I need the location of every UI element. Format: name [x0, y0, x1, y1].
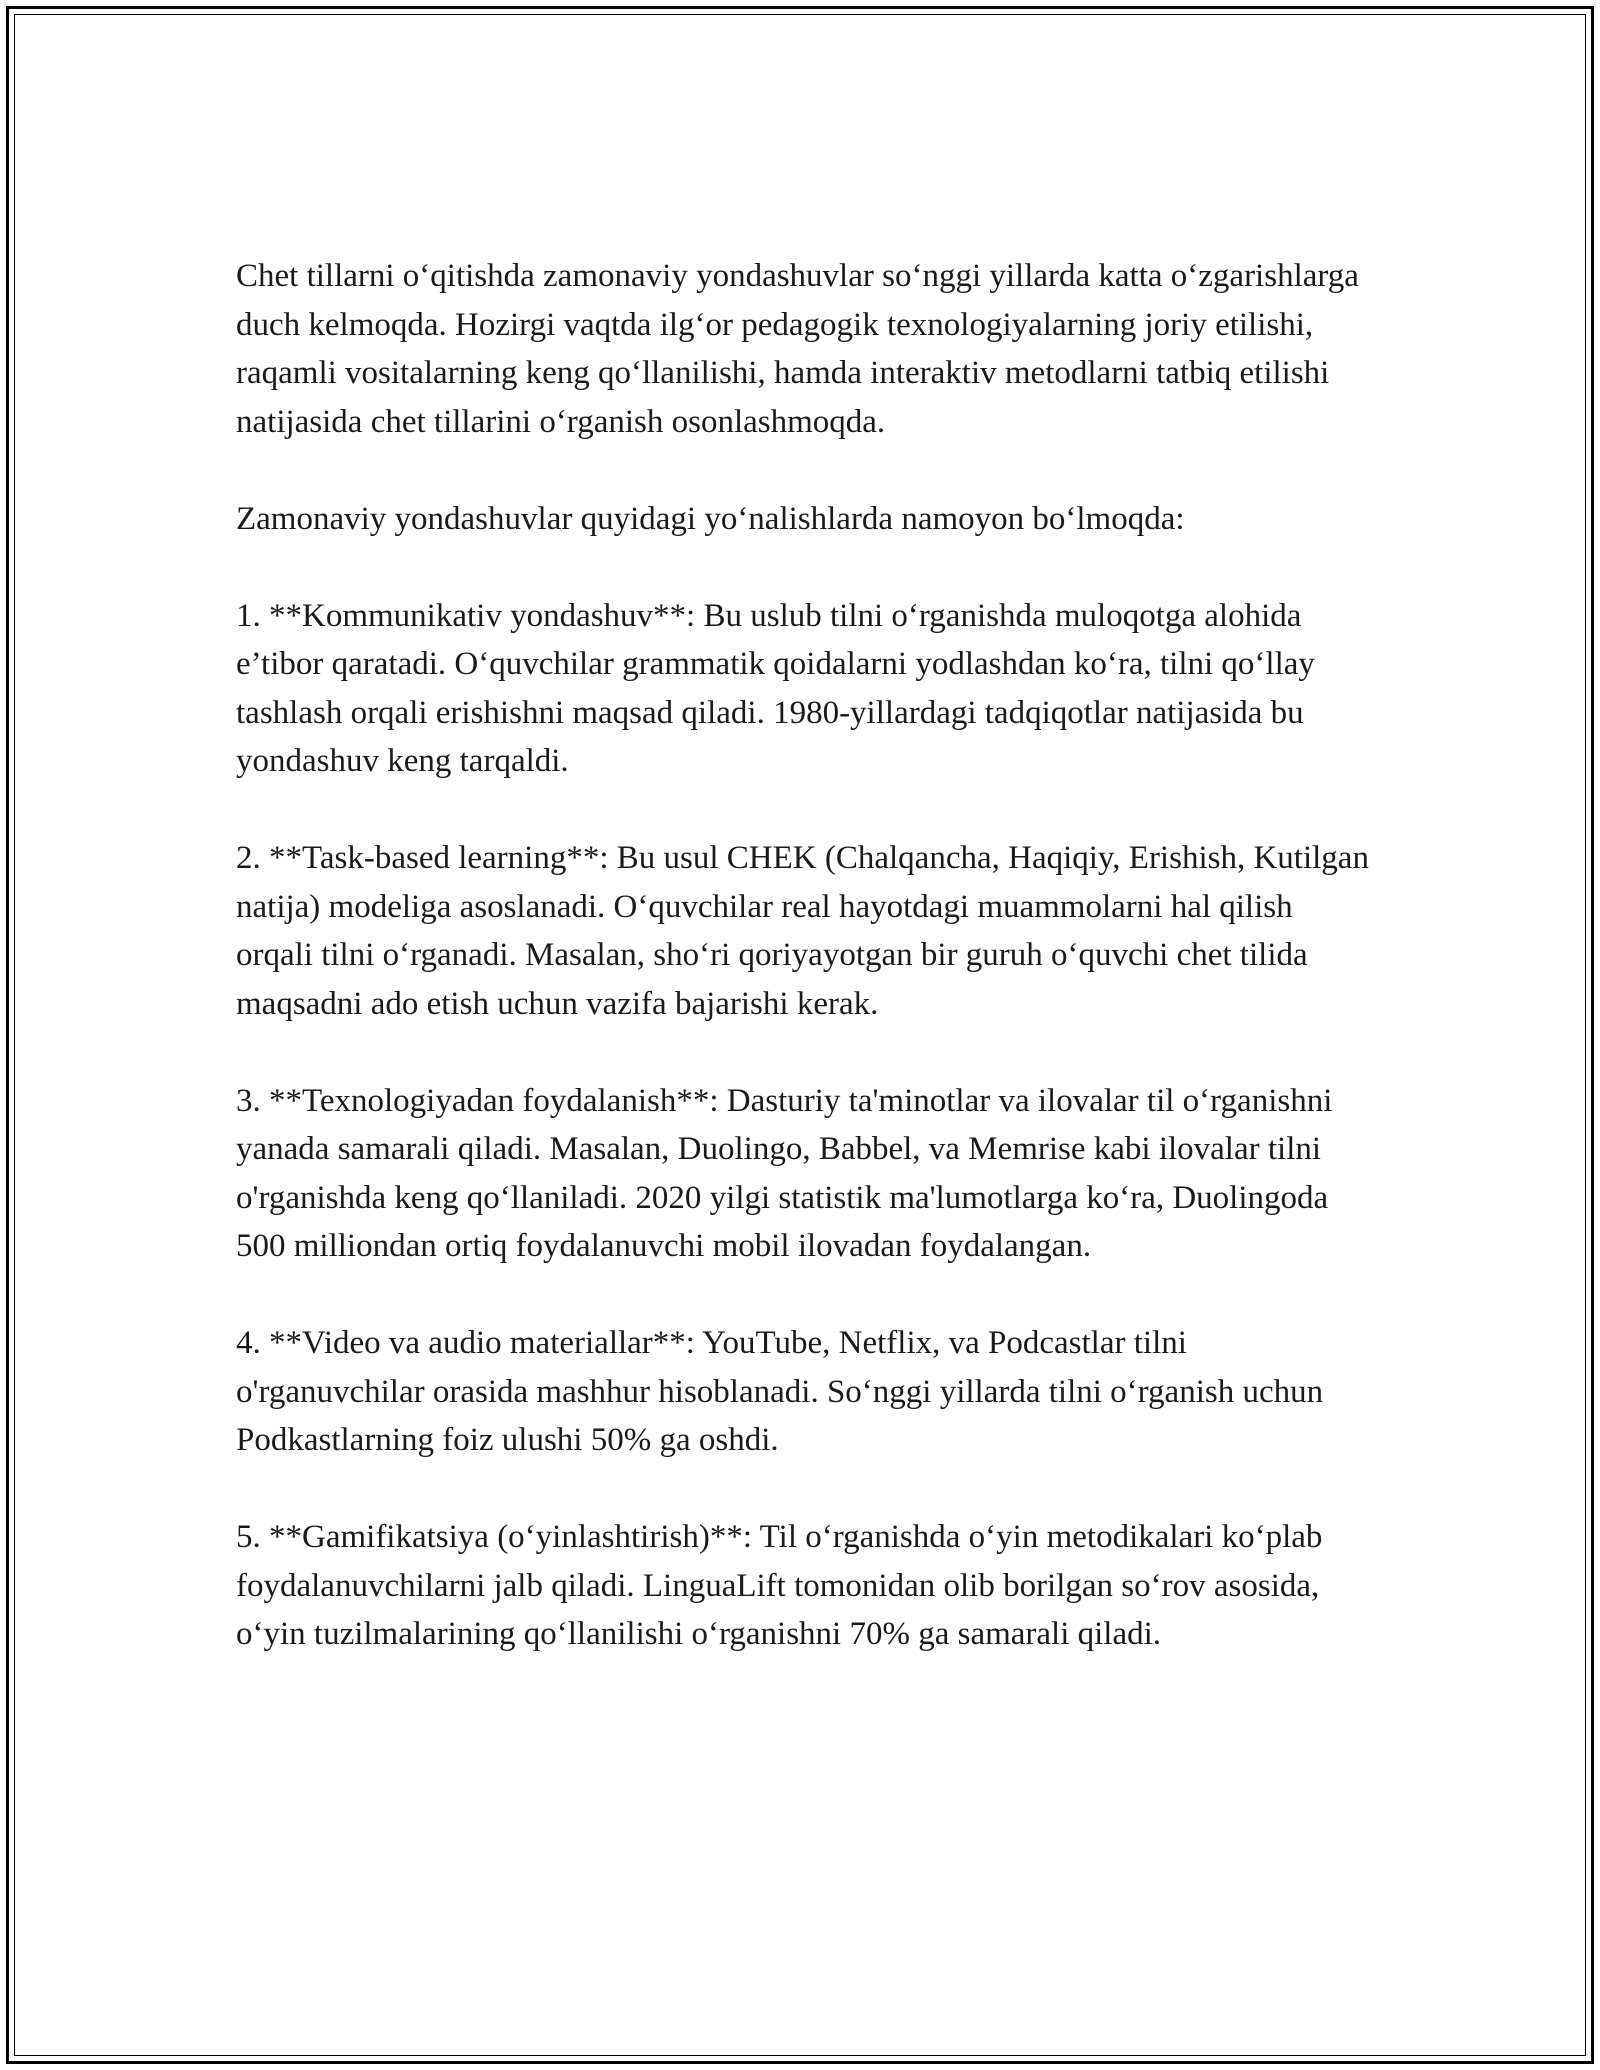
- list-intro-paragraph: Zamonaviy yondashuvlar quyidagi yo‘nalishlarda namoyon bo‘lmoqda:: [236, 500, 1185, 537]
- list-item-technology: 3. **Texnologiyadan foydalanish**: Dasturiy ta'minotlar va ilovalar til o‘rganishni yanada samarali qiladi. Masalan, Duolingo, Babbel, va Memrise kabi ilovalar tilni o'rganishda keng qo‘llaniladi. 2020 yilgi statistik ma'lumotlarga ko‘ra, Duolingoda 500 milliondan ortiq foydalanuvchi mobil ilovadan foydalangan.: [236, 1082, 1333, 1264]
- list-item-video-audio: 4. **Video va audio materiallar**: YouTube, Netflix, va Podcastlar tilni o'rganuvchilar orasida mashhur hisoblanadi. So‘nggi yillarda tilni o‘rganish uchun Podkastlarning foiz ulushi 50% ga oshdi.: [236, 1325, 1324, 1458]
- list-item-task-based: 2. **Task-based learning**: Bu usul CHEK (Chalqancha, Haqiqiy, Erishish, Kutilgan natija) modeliga asoslanadi. O‘quvchilar real hayotdagi muammolarni hal qilish orqali tilni o‘rganadi. Masalan, sho‘ri qoriyayotgan bir guruh o‘quvchi chet tilida maqsadni ado etish uchun vazifa bajarishi kerak.: [236, 840, 1369, 1022]
- list-item-gamification: 5. **Gamifikatsiya (o‘yinlashtirish)**: Til o‘rganishda o‘yin metodikalari ko‘plab foydalanuvchilarni jalb qiladi. LinguaLift tomonidan olib borilgan so‘rov asosida, o‘yin tuzilmalarining qo‘llanilishi o‘rganishni 70% ga samarali qiladi.: [236, 1519, 1323, 1652]
- list-item-communicative: 1. **Kommunikativ yondashuv**: Bu uslub tilni o‘rganishda muloqotga alohida e’tibor qaratadi. O‘quvchilar grammatik qoidalarni yodlashdan ko‘ra, tilni qo‘llay tashlash orqali erishishni maqsad qiladi. 1980-yillardagi tadqiqotlar natijasida bu yondashuv keng tarqaldi.: [236, 597, 1315, 779]
- intro-paragraph: Chet tillarni o‘qitishda zamonaviy yondashuvlar so‘nggi yillarda katta o‘zgarishlarga duch kelmoqda. Hozirgi vaqtda ilg‘or pedagogik texnologiyalarning joriy etilishi, raqamli vositalarning keng qo‘llanilishi, hamda interaktiv metodlarni tatbiq etilishi natijasida chet tillarini o‘rganish osonlashmoqda.: [236, 258, 1359, 440]
- document-body: [236, 252, 1376, 1707]
